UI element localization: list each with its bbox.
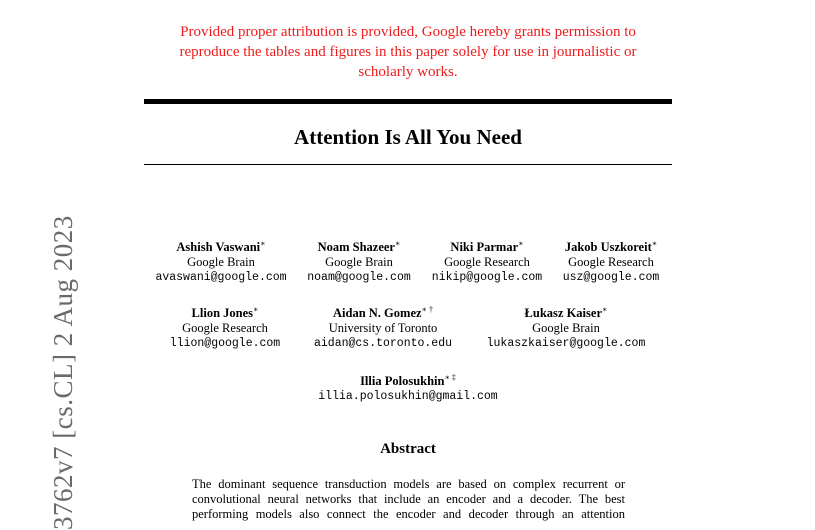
author-name: Llion Jones∗ <box>191 305 259 320</box>
author-name: Łukasz Kaiser∗ <box>524 305 608 320</box>
author-mark: ∗ <box>651 239 658 248</box>
abstract-line: The dominant sequence transduction models are based on complex recurrent or <box>192 477 625 491</box>
author-name: Ashish Vaswani∗ <box>176 239 266 254</box>
author-name: Niki Parmar∗ <box>450 239 524 254</box>
author-email: avaswani@google.com <box>155 271 287 284</box>
abstract-line: performing models also connect the encoder and decoder through an attention <box>192 507 625 521</box>
author-mark: ∗ <box>260 239 266 248</box>
author-name: Aidan N. Gomez∗ † <box>333 305 433 320</box>
author-email: llion@google.com <box>169 337 281 350</box>
author-name: Noam Shazeer∗ <box>317 239 401 254</box>
author-block <box>432 240 542 285</box>
author-email: lukaszkaiser@google.com <box>486 337 646 350</box>
author-email: aidan@cs.toronto.edu <box>313 337 453 350</box>
author-mark: ∗ † <box>421 305 433 314</box>
author-email: noam@google.com <box>307 271 411 284</box>
author-block <box>307 240 411 285</box>
title-bottom-rule <box>144 164 672 165</box>
author-affiliation: Google Brain <box>187 255 255 269</box>
notice-line: reproduce the tables and figures in this paper solely for use in journalistic or <box>179 44 637 60</box>
author-name: Jakob Uszkoreit∗ <box>564 239 658 254</box>
author-affiliation: Google Brain <box>325 255 393 269</box>
author-mark: ∗ ‡ <box>444 373 456 382</box>
abstract-heading: Abstract <box>380 441 436 457</box>
author-mark: ∗ <box>394 239 401 248</box>
author-mark: ∗ <box>601 305 608 314</box>
author-affiliation: Google Brain <box>532 321 600 335</box>
paper-title: Attention Is All You Need <box>294 125 522 149</box>
author-block <box>155 240 286 285</box>
author-mark: ∗ <box>253 305 259 314</box>
author-affiliation: University of Toronto <box>328 321 438 335</box>
author-block <box>563 240 660 285</box>
author-email: usz@google.com <box>562 271 660 284</box>
author-mark: ∗ <box>518 239 524 248</box>
notice-line: Provided proper attribution is provided, Google hereby grants permission to <box>180 24 636 40</box>
arxiv-identifier-stamp: 3762v7 [cs.CL] 2 Aug 2023 <box>48 215 78 530</box>
author-email: nikip@google.com <box>431 271 543 284</box>
abstract-line: convolutional neural networks that include an encoder and a decoder. The best <box>192 492 625 506</box>
author-name: Illia Polosukhin∗ ‡ <box>360 373 456 388</box>
author-affiliation: Google Research <box>182 321 268 335</box>
author-block <box>487 306 646 351</box>
author-block <box>314 306 452 351</box>
permission-notice <box>130 22 686 82</box>
notice-line: scholarly works. <box>358 64 458 80</box>
title-top-rule <box>144 99 672 104</box>
author-block <box>318 374 497 404</box>
author-block <box>170 306 280 351</box>
author-email: illia.polosukhin@gmail.com <box>318 390 498 403</box>
abstract-body <box>192 477 625 522</box>
author-affiliation: Google Research <box>568 255 654 269</box>
author-affiliation: Google Research <box>444 255 530 269</box>
